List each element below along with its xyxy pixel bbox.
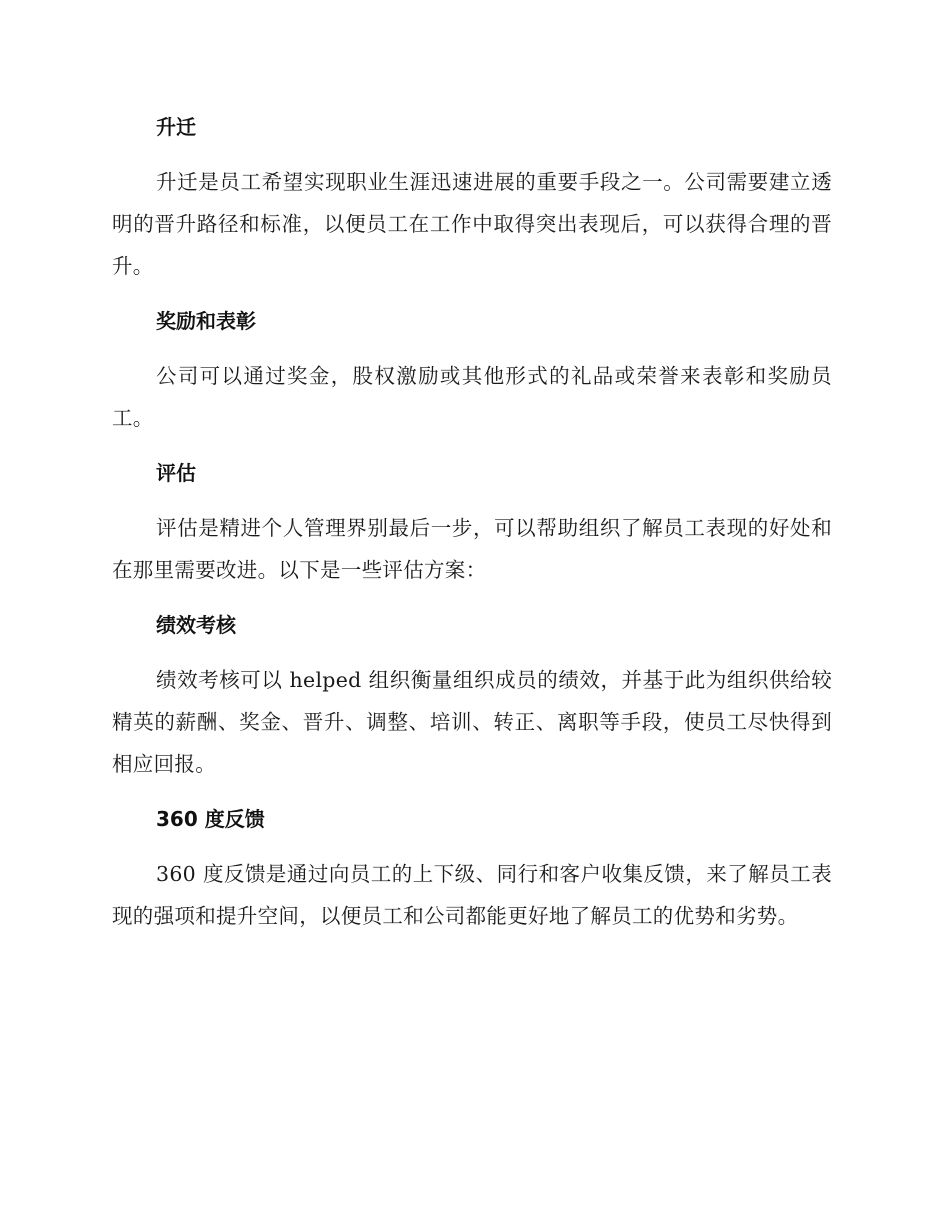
- section-heading-evaluation: 评估: [156, 461, 196, 485]
- section-heading-promotion: 升迁: [156, 115, 196, 139]
- section-body-rewards: 公司可以通过奖金，股权激励或其他形式的礼品或荣誉来表彰和奖励员工。: [112, 364, 832, 430]
- section-body-promotion: 升迁是员工希望实现职业生涯迅速进展的重要手段之一。公司需要建立透明的晋升路径和标准，以便员工在工作中取得突出表现后，可以获得合理的晋升。: [112, 170, 832, 278]
- section-body-360-feedback: 360 度反馈是通过向员工的上下级、同行和客户收集反馈，来了解员工表现的强项和提升空间，以便员工和公司都能更好地了解员工的优势和劣势。: [112, 862, 832, 928]
- section-body-evaluation: 评估是精进个人管理界别最后一步，可以帮助组织了解员工表现的好处和在那里需要改进。以下是一些评估方案：: [112, 516, 832, 582]
- section-body-performance-review: 绩效考核可以 helped 组织衡量组织成员的绩效，并基于此为组织供给较精英的薪酬、奖金、晋升、调整、培训、转正、离职等手段，使员工尽快得到相应回报。: [112, 668, 832, 776]
- section-heading-360-feedback: 360 度反馈: [156, 807, 265, 831]
- section-heading-rewards: 奖励和表彰: [156, 309, 256, 333]
- section-heading-performance-review: 绩效考核: [156, 613, 236, 637]
- document-content: [112, 107, 832, 951]
